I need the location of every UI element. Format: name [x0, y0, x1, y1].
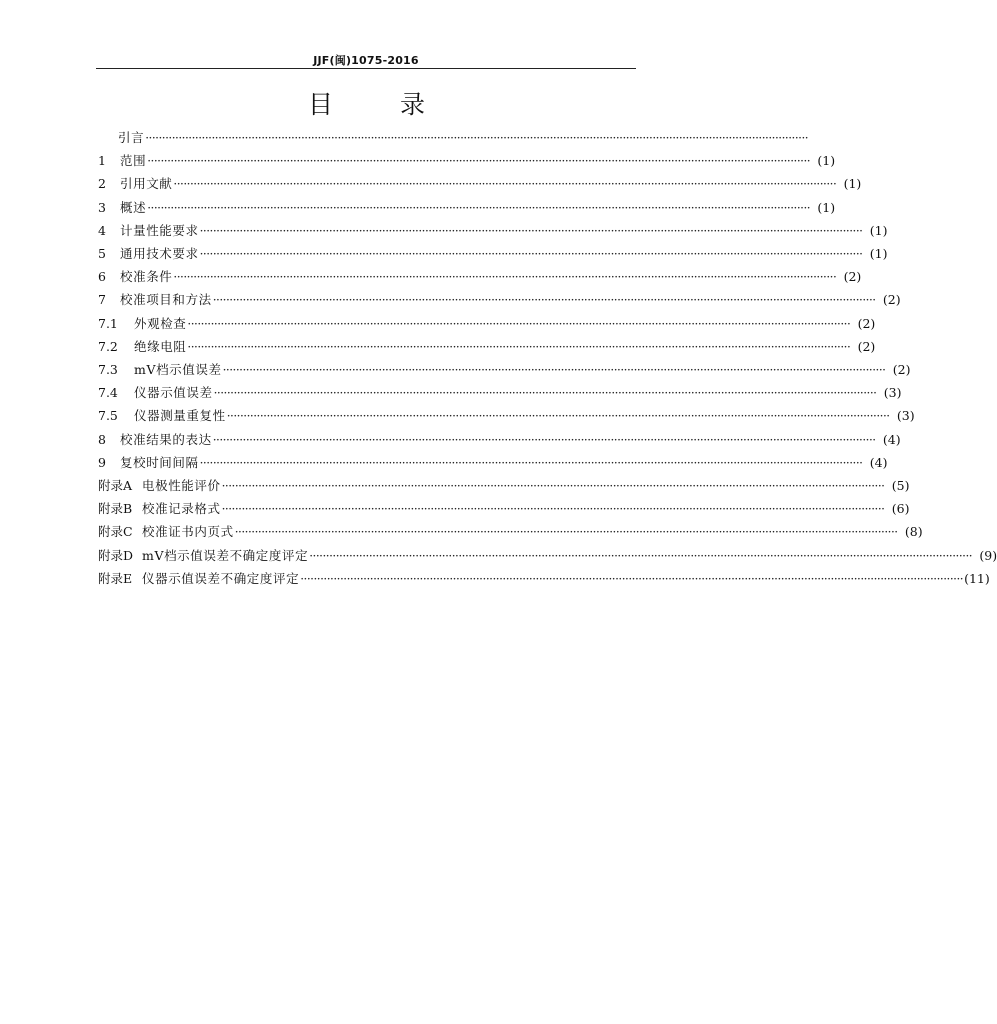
toc-entry-number: 附录E	[98, 570, 133, 586]
toc-dot-leader: ········································································································································································································	[234, 525, 898, 540]
toc-entry-number: 7.2	[98, 338, 118, 354]
header-rule	[96, 68, 636, 69]
toc-dot-leader: ········································································································································································································	[173, 177, 837, 192]
toc-entry-label: 通用技术要求	[120, 246, 199, 261]
toc-entry-number: 7.5	[98, 408, 118, 424]
toc-entry-page: (1)	[817, 199, 836, 215]
toc-dot-leader: ········································································································································································································	[309, 548, 973, 563]
toc-entry-label: 外观检查	[134, 315, 187, 331]
toc-entry-page: (5)	[891, 478, 910, 493]
toc-dot-leader: ········································································································································································································	[147, 200, 811, 215]
toc-entry-label: 校准条件	[120, 269, 173, 285]
toc-entry-page: (4)	[882, 431, 901, 447]
toc-entry-page: (4)	[869, 454, 888, 470]
toc-entry[interactable]	[98, 128, 809, 148]
toc-entry[interactable]	[98, 406, 915, 426]
toc-entry[interactable]	[98, 314, 876, 334]
toc-entry[interactable]	[98, 221, 888, 241]
title-char: 录	[400, 90, 426, 119]
toc-entry[interactable]	[98, 522, 923, 542]
toc-entry[interactable]	[98, 476, 910, 496]
toc-entry-label: 校准记录格式	[142, 501, 221, 517]
toc-entry[interactable]	[98, 337, 876, 357]
toc-entry-number: 3	[98, 199, 106, 215]
toc-entry-page: (2)	[843, 269, 862, 285]
toc-entry-label: 引言	[118, 130, 145, 145]
toc-entry[interactable]	[98, 290, 901, 310]
toc-entry-number: 附录A	[98, 478, 133, 493]
toc-entry-number: 2	[98, 176, 106, 192]
toc-entry-number: 5	[98, 246, 106, 261]
toc-entry-page: (2)	[882, 292, 901, 308]
title-char: 目	[308, 90, 334, 119]
toc-entry-number: 1	[98, 153, 106, 169]
toc-entry-number: 6	[98, 269, 106, 285]
toc-entry[interactable]	[98, 430, 901, 450]
toc-entry-label: mV档示值误差	[134, 362, 222, 377]
toc-dot-leader: ········································································································································································································	[199, 247, 863, 261]
toc-entry-number: 附录D	[98, 547, 134, 563]
toc-entry[interactable]	[98, 383, 902, 403]
toc-entry-label: 仪器示值误差	[134, 385, 213, 401]
toc-entry-page: (1)	[817, 153, 836, 169]
toc-entry-label: 范围	[120, 153, 147, 169]
toc-entry-page: (8)	[904, 524, 923, 540]
toc-entry[interactable]	[98, 546, 997, 566]
toc-entry-number: 7	[98, 292, 106, 308]
toc-entry[interactable]	[98, 267, 862, 287]
toc-entry-label: 计量性能要求	[120, 222, 199, 238]
toc-entry-label: 电极性能评价	[142, 478, 221, 493]
toc-entry-page: (6)	[891, 501, 910, 517]
toc-entry-label: 仪器示值误差不确定度评定	[142, 570, 300, 586]
toc-entry-label: 概述	[120, 199, 147, 215]
toc-entry-number: 8	[98, 431, 106, 447]
toc-entry[interactable]	[98, 453, 888, 473]
toc-entry-number: 附录C	[98, 524, 133, 540]
toc-entry[interactable]	[98, 360, 911, 380]
toc-dot-leader: ········································································································································································································	[212, 293, 876, 308]
toc-dot-leader: ········································································································································································································	[199, 223, 863, 238]
toc-entry-page: (2)	[892, 362, 911, 377]
toc-entry-label: 复校时间间隔	[120, 454, 199, 470]
toc-entry-page: (3)	[883, 385, 902, 401]
toc-entry[interactable]	[98, 569, 990, 589]
toc-dot-leader: ········································································································································································································	[226, 409, 890, 424]
toc-dot-leader: ········································································································································································································	[199, 455, 863, 470]
toc-dot-leader: ········································································································································································································	[221, 479, 885, 493]
toc-dot-leader: ········································································································································································································	[145, 131, 809, 145]
toc-dot-leader: ········································································································································································································	[221, 502, 885, 517]
toc-entry-label: 校准证书内页式	[142, 524, 234, 540]
toc-entry-number: 7.1	[98, 315, 118, 331]
toc-dot-leader: ········································································································································································································	[173, 270, 837, 285]
toc-entry[interactable]	[98, 244, 888, 264]
toc-dot-leader: ········································································································································································································	[187, 339, 851, 354]
toc-dot-leader: ········································································································································································································	[147, 154, 811, 169]
toc-dot-leader: ········································································································································································································	[187, 316, 851, 331]
toc-dot-leader: ········································································································································································································	[212, 432, 876, 447]
toc-entry-page: (2)	[857, 338, 876, 354]
toc-entry-number: 7.3	[98, 362, 118, 377]
toc-entry[interactable]	[98, 198, 836, 218]
running-header: JJF(闽)1075-2016	[313, 54, 419, 67]
toc-entry-number: 7.4	[98, 385, 118, 401]
toc-entry-label: 仪器测量重复性	[134, 408, 226, 424]
toc-dot-leader: ········································································································································································································	[222, 363, 886, 377]
page-title	[96, 88, 636, 122]
toc-dot-leader: ········································································································································································································	[300, 571, 964, 586]
toc-entry-number: 4	[98, 222, 106, 238]
toc-entry-label: 校准结果的表达	[120, 431, 212, 447]
toc-entry-page: (1)	[843, 176, 862, 192]
toc-entry[interactable]	[98, 174, 862, 194]
toc-entry-number: 9	[98, 454, 106, 470]
toc-entry-label: mV档示值误差不确定度评定	[142, 547, 309, 563]
toc-entry-label: 校准项目和方法	[120, 292, 212, 308]
toc-entry[interactable]	[98, 499, 910, 519]
toc-entry-page: (3)	[896, 408, 915, 424]
toc-entry[interactable]	[98, 151, 836, 171]
toc-entry-label: 绝缘电阻	[134, 338, 187, 354]
toc-entry-label: 引用文献	[120, 176, 173, 192]
toc-dot-leader: ········································································································································································································	[213, 386, 877, 401]
toc-entry-page: (1)	[869, 222, 888, 238]
toc-entry-page: (9)	[979, 547, 997, 563]
toc-entry-number: 附录B	[98, 501, 133, 517]
toc-entry-page: (1)	[869, 246, 888, 261]
toc-entry-page: (11)	[964, 570, 990, 586]
toc-entry-page: (2)	[857, 315, 876, 331]
